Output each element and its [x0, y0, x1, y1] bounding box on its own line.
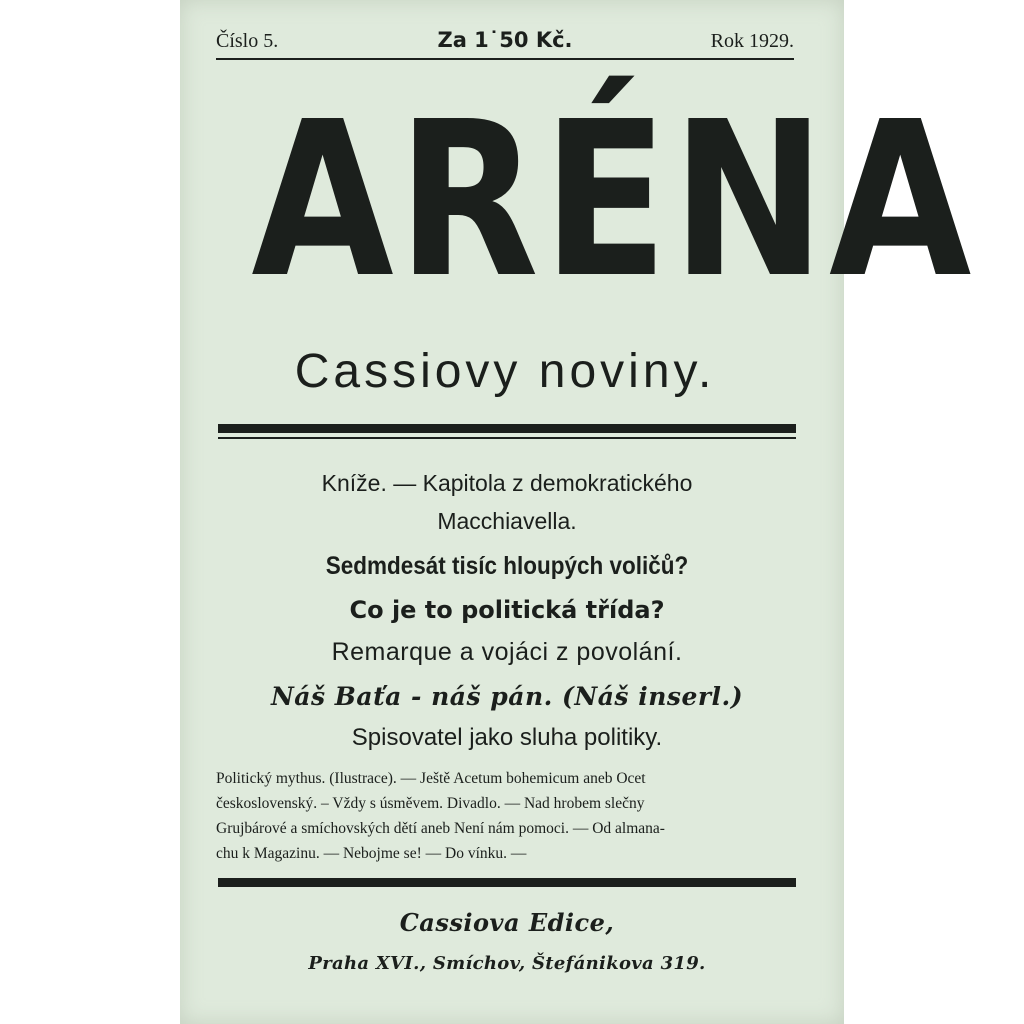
issue-number: Číslo 5. [216, 30, 279, 52]
contents-line: chu k Magazinu. — Nebojme se! — Do vínku. — [216, 845, 527, 862]
masthead-subtitle: Cassiovy noviny. [294, 345, 716, 398]
publication-year: Rok 1929. [710, 30, 794, 52]
contents-line: Politický mythus. (Ilustrace). — Ještě Acetum bohemicum aneb Ocet [216, 770, 646, 787]
headline-1: Kníže. — Kapitola z demokratického [321, 470, 693, 496]
contents-line: Grujbárové a smíchovských dětí aneb Není nám pomoci. — Od almana- [216, 820, 665, 837]
headline-1-continued: Macchiavella. [437, 508, 577, 534]
headline-6: Spisovatel jako sluha politiky. [351, 724, 663, 751]
headline-5: Náš Baťa - náš pán. (Náš inserl.) [270, 682, 744, 711]
headline-2: Sedmdesát tisíc hloupých voličů? [325, 552, 689, 580]
publisher-address: Praha XVI., Smíchov, Štefánikova 319. [308, 953, 706, 974]
masthead-title: ARÉNA [251, 76, 975, 325]
divider-rule-top-thin [218, 437, 796, 439]
contents-list [216, 766, 800, 866]
headline-4: Remarque a vojáci z povolání. [331, 638, 683, 666]
divider-rule-top [218, 424, 796, 433]
price: Za 1˙50 Kč. [437, 28, 573, 52]
magazine-cover [180, 0, 975, 1024]
publisher-name: Cassiova Edice, [399, 908, 615, 937]
divider-rule-bottom [218, 878, 796, 887]
headline-3: Co je to politická třída? [349, 596, 665, 624]
contents-line: československý. – Vždy s úsměvem. Divadlo. — Nad hrobem slečny [216, 795, 645, 812]
